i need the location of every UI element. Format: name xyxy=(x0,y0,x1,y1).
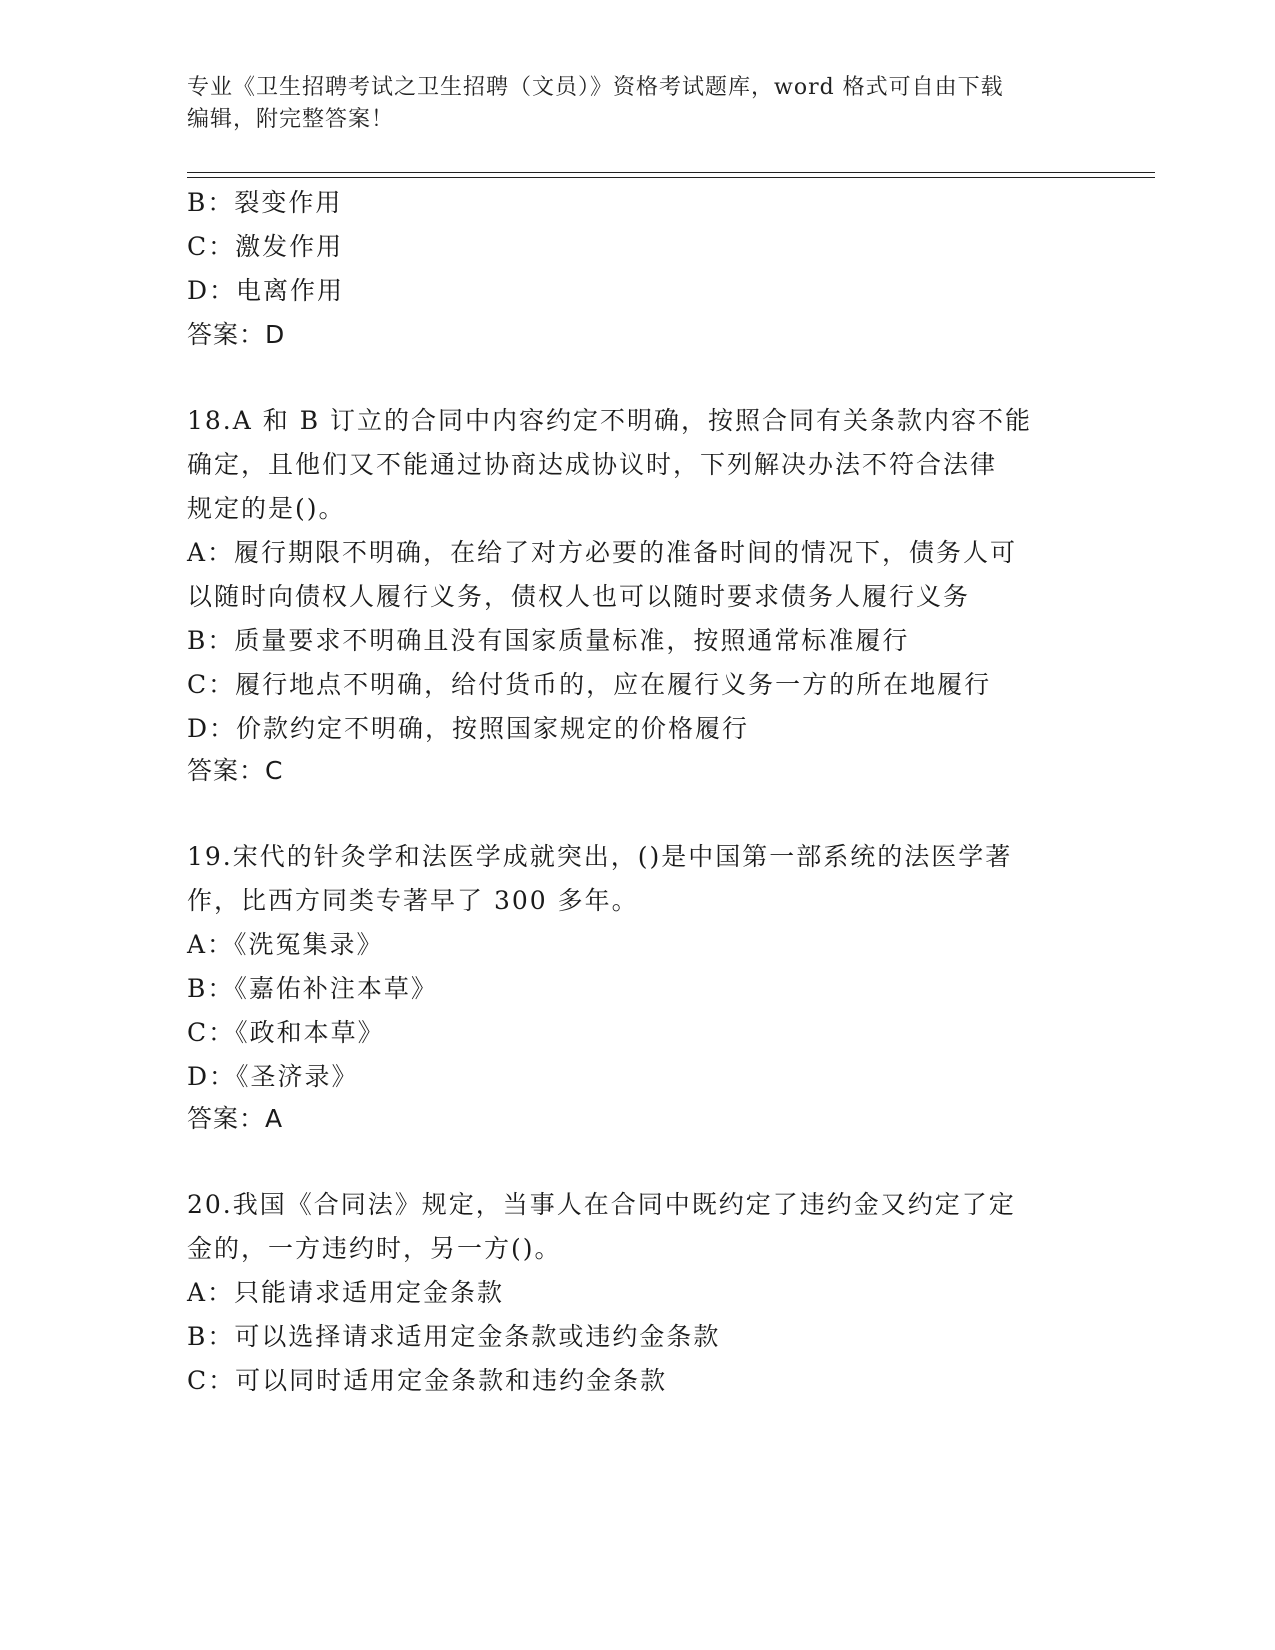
q18-option-a-line-2: 以随时向债权人履行义务，债权人也可以随时要求债务人履行义务 xyxy=(187,582,971,611)
q19-option-a: A：《洗冤集录》 xyxy=(187,930,384,959)
q18-option-b: B：质量要求不明确且没有国家质量标准，按照通常标准履行 xyxy=(187,626,910,655)
header-rule-bottom xyxy=(187,177,1155,178)
header-line-2: 编辑，附完整答案！ xyxy=(187,107,395,132)
q20-option-b: B：可以选择请求适用定金条款或违约金条款 xyxy=(187,1322,721,1351)
header-rule-top xyxy=(187,172,1155,173)
q18-answer: 答案：C xyxy=(187,756,284,785)
q19-stem-line-1: 19.宋代的针灸学和法医学成就突出，()是中国第一部系统的法医学著 xyxy=(187,842,1013,871)
q19-option-c: C：《政和本草》 xyxy=(187,1018,385,1047)
q20-option-a: A：只能请求适用定金条款 xyxy=(187,1278,505,1307)
q18-option-c: C：履行地点不明确，给付货币的，应在履行义务一方的所在地履行 xyxy=(187,670,992,699)
q20-stem-line-1: 20.我国《合同法》规定，当事人在合同中既约定了违约金又约定了定 xyxy=(187,1190,1016,1219)
q18-option-d: D：价款约定不明确，按照国家规定的价格履行 xyxy=(187,714,750,743)
header-line-1: 专业《卫生招聘考试之卫生招聘（文员）》资格考试题库，word 格式可自由下载 xyxy=(187,75,1004,100)
q17-option-d: D：电离作用 xyxy=(187,276,345,305)
q17-option-b: B：裂变作用 xyxy=(187,188,343,217)
q18-option-a-line-1: A：履行期限不明确，在给了对方必要的准备时间的情况下，债务人可 xyxy=(187,538,1018,567)
q18-stem-line-2: 确定，且他们又不能通过协商达成协议时，下列解决办法不符合法律 xyxy=(187,450,998,479)
q19-option-d: D：《圣济录》 xyxy=(187,1062,359,1091)
q19-stem-line-2: 作，比西方同类专著早了 300 多年。 xyxy=(187,886,639,915)
q19-option-b: B：《嘉佑补注本草》 xyxy=(187,974,438,1003)
q18-stem-line-1: 18.A 和 B 订立的合同中内容约定不明确，按照合同有关条款内容不能 xyxy=(187,406,1033,435)
document-header xyxy=(187,72,1087,136)
q20-stem-line-2: 金的，一方违约时，另一方()。 xyxy=(187,1234,562,1263)
q20-option-c: C：可以同时适用定金条款和违约金条款 xyxy=(187,1366,668,1395)
q17-answer: 答案：D xyxy=(187,320,286,349)
q18-stem-line-3: 规定的是()。 xyxy=(187,494,346,523)
q17-option-c: C：激发作用 xyxy=(187,232,344,261)
q19-answer: 答案：A xyxy=(187,1104,284,1133)
